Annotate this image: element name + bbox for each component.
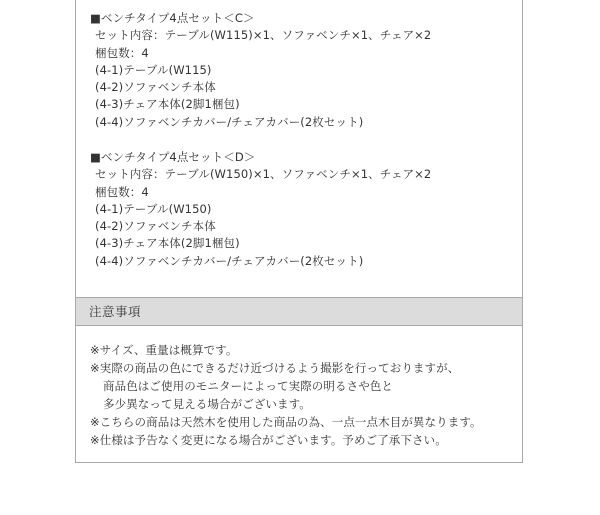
set-c-item: (4-2)ソファベンチ本体 <box>95 80 216 95</box>
set-c-block <box>90 10 510 131</box>
set-d-block <box>90 149 510 270</box>
set-c-item: (4-1)テーブル(W115) <box>95 62 212 77</box>
set-d-item: (4-2)ソファベンチ本体 <box>95 219 216 234</box>
set-c-title: ■ベンチタイプ4点セット＜C＞ <box>90 11 255 25</box>
notice-line: 商品色はご使用のモニターによって実際の明るさや色と <box>103 379 393 393</box>
notice-line: ※こちらの商品は天然木を使用した商品の為、一点一点木目が異なります。 <box>90 415 482 429</box>
set-c-contents: セット内容：テーブル(W115)×1、ソファベンチ×1、チェア×2 <box>95 28 432 43</box>
product-spec-frame <box>75 0 523 463</box>
notice-section-header <box>76 297 522 326</box>
set-d-title: ■ベンチタイプ4点セット＜D＞ <box>90 150 256 164</box>
set-d-item: (4-4)ソファベンチカバー/チェアカバー(2枚セット) <box>95 253 364 268</box>
notice-line: ※実際の商品の色にできるだけ近づけるよう撮影を行っておりますが、 <box>90 361 460 375</box>
notice-heading: 注意事項 <box>89 304 142 319</box>
set-d-package-count: 梱包数：4 <box>95 184 149 199</box>
set-d-item: (4-3)チェア本体(2脚1梱包) <box>95 236 240 251</box>
notice-body <box>90 341 515 449</box>
set-d-contents: セット内容：テーブル(W150)×1、ソファベンチ×1、チェア×2 <box>95 167 432 182</box>
set-c-item: (4-4)ソファベンチカバー/チェアカバー(2枚セット) <box>95 114 364 129</box>
set-d-item: (4-1)テーブル(W150) <box>95 201 212 216</box>
notice-line: 多少異なって見える場合がございます。 <box>103 397 311 411</box>
notice-line: ※サイズ、重量は概算です。 <box>90 343 238 357</box>
set-c-package-count: 梱包数：4 <box>95 45 149 60</box>
notice-line: ※仕様は予告なく変更になる場合がございます。予めご了承下さい。 <box>90 433 447 447</box>
set-c-item: (4-3)チェア本体(2脚1梱包) <box>95 97 240 112</box>
